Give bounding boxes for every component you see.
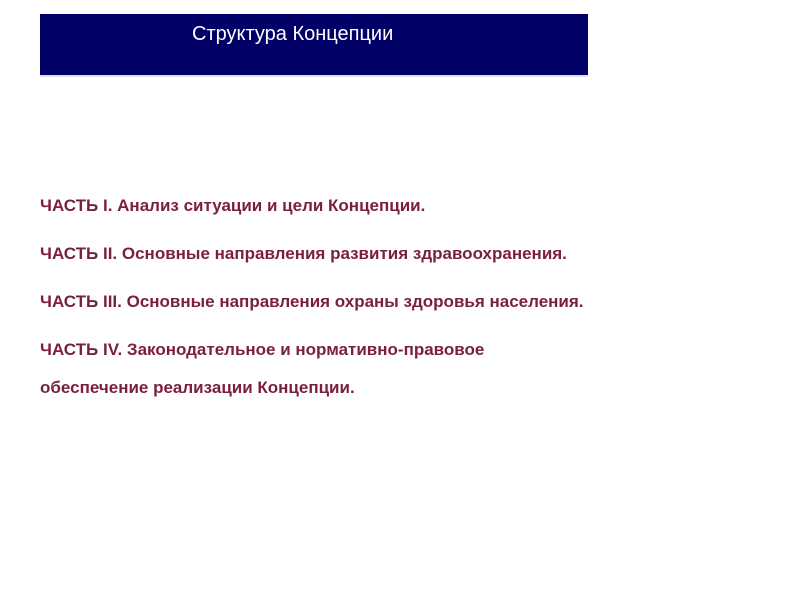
part-4-text-line-1: ЧАСТЬ IV. Законодательное и нормативно-правовое bbox=[40, 340, 485, 359]
part-3-text: ЧАСТЬ III. Основные направления охраны здоровья населения. bbox=[40, 292, 584, 311]
parts-list bbox=[40, 196, 780, 398]
part-4-text-line-2: обеспечение реализации Концепции. bbox=[40, 378, 355, 397]
part-1-text: ЧАСТЬ I. Анализ ситуации и цели Концепции. bbox=[40, 196, 426, 215]
part-2-text: ЧАСТЬ II. Основные направления развития здравоохранения. bbox=[40, 244, 567, 263]
slide-title: Структура Концепции bbox=[192, 23, 394, 45]
title-banner bbox=[40, 14, 588, 77]
